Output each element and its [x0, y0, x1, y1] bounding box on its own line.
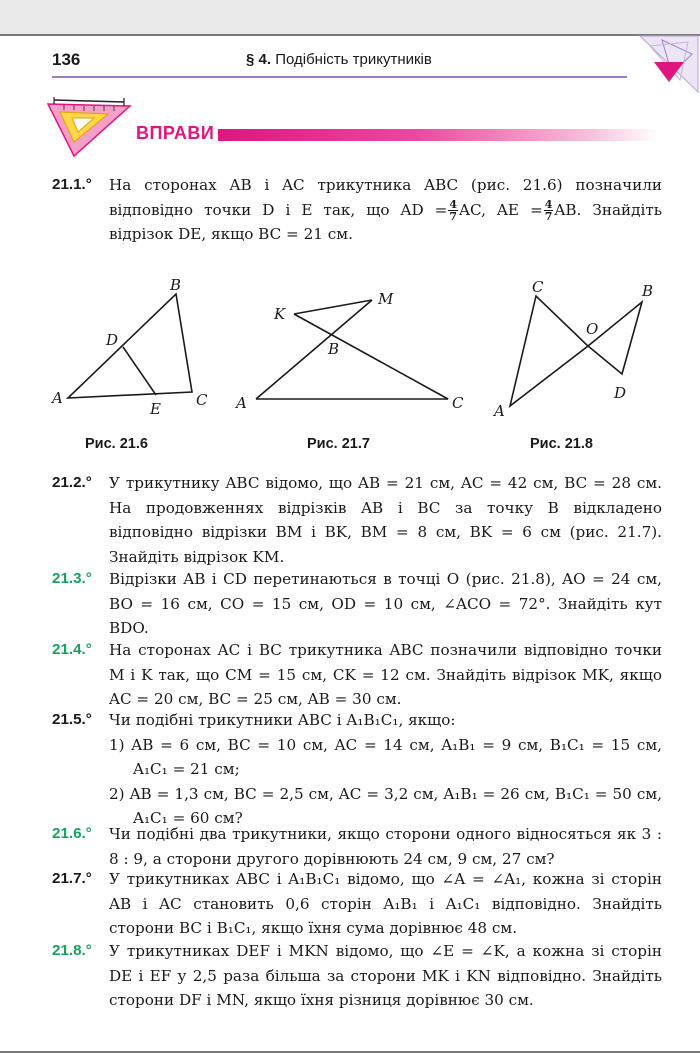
- figure-21-8: [488, 272, 668, 422]
- exercise-text: Чи подібні два трикутники, якщо сторони одного відносяться як 3 : 8 : 9, а сторони другого дорівнюють 24 см, 9 см, 27 см?: [109, 825, 662, 868]
- exercise-text-part: На сторонах AB і AC трикутника ABC (рис. 21.6) позначили відповідно точки D і E так, що AD =: [109, 176, 662, 219]
- fraction-numerator: 4: [449, 198, 458, 211]
- exercise-text: На сторонах AC і BC трикутника ABC позначили відповідно точки M і K так, що CM = 15 см, CK = 12 см. Знайдіть відрізок MK, якщо AC = 20 см, BC = 25 см, AB = 30 см.: [109, 641, 662, 708]
- exercise-21-4: [52, 638, 662, 712]
- label-O: O: [586, 320, 599, 338]
- page-header: [0, 50, 700, 78]
- fraction: [448, 199, 458, 222]
- fraction-denominator: 7: [449, 210, 458, 223]
- label-M: M: [378, 290, 394, 308]
- exercise-number: 21.6.°: [52, 825, 92, 842]
- page-number: 136: [52, 50, 81, 69]
- fraction: [544, 199, 554, 222]
- exercise-21-7: [52, 867, 662, 941]
- exercise-21-1: [52, 173, 662, 247]
- label-D: D: [106, 331, 119, 349]
- label-C: C: [452, 394, 464, 412]
- label-A: A: [494, 402, 505, 420]
- exercise-21-2: [52, 471, 662, 569]
- exercise-number: 21.4.°: [52, 641, 92, 658]
- label-A: A: [236, 394, 247, 412]
- exercise-item-1: 1) AB = 6 см, BC = 10 см, AC = 14 см, A₁B₁ = 9 см, B₁C₁ = 15 см, A₁C₁ = 21 см;: [109, 735, 662, 778]
- label-D: D: [614, 384, 627, 402]
- label-B: B: [170, 276, 182, 294]
- exercise-text: [109, 173, 662, 247]
- exercise-text: У трикутниках ABC і A₁B₁C₁ відомо, що ∠A = ∠A₁, кожна зі сторін AB і AC становить 0,6 сторін A₁B₁ і A₁C₁ відповідно. Знайдіть сторони BC і B₁C₁, якщо їхня сума дорівнює 48 см.: [109, 870, 662, 937]
- exercise-text-part: AB. Знайдіть відрізок DE, якщо BC = 21 см.: [109, 200, 663, 243]
- label-C: C: [196, 391, 208, 409]
- ruler-triangle-icon: [44, 96, 136, 160]
- exercise-number: 21.8.°: [52, 942, 92, 959]
- section-bar: [218, 129, 658, 141]
- fraction-numerator: 4: [544, 198, 553, 211]
- exercise-text: У трикутниках DEF і MKN відомо, що ∠E = ∠K, а кожна зі сторін DE і EF у 2,5 раза більша за сторони MK і KN відповідно. Знайдіть сторони DF і MN, якщо їхня різниця дорівнює 30 см.: [109, 942, 662, 1009]
- label-C: C: [532, 278, 544, 296]
- exercise-item-2: 2) AB = 1,3 см, BC = 2,5 см, AC = 3,2 см, A₁B₁ = 26 см, B₁C₁ = 50 см, A₁C₁ = 60 см?: [109, 784, 662, 827]
- exercise-21-5: [52, 708, 662, 831]
- exercise-21-3: [52, 567, 662, 641]
- figure-caption: Рис. 21.8: [530, 436, 593, 452]
- label-E: E: [150, 400, 161, 418]
- corner-triangles-icon: [610, 34, 700, 94]
- exercise-21-8: [52, 939, 662, 1013]
- chapter-name: Подібність трикутників: [275, 51, 432, 68]
- exercise-text: Відрізки AB і CD перетинаються в точці O (рис. 21.8), AO = 24 см, BO = 16 см, CO = 15 см, OD = 10 см, ∠ACO = 72°. Знайдіть кут BDO.: [109, 570, 662, 637]
- exercise-number: 21.7.°: [52, 870, 92, 887]
- exercise-text: [109, 708, 662, 831]
- chapter-title: [246, 51, 432, 68]
- label-B: B: [642, 282, 654, 300]
- exercise-number: 21.5.°: [52, 711, 92, 728]
- exercise-number: 21.2.°: [52, 474, 92, 491]
- label-K: K: [274, 305, 286, 323]
- figure-21-6: [44, 272, 234, 422]
- exercise-number: 21.1.°: [52, 176, 92, 193]
- figure-21-7: [234, 284, 474, 414]
- label-A: A: [52, 389, 63, 407]
- top-bar: [0, 0, 700, 36]
- figure-caption: Рис. 21.6: [85, 436, 148, 452]
- exercise-21-6: [52, 822, 662, 871]
- chapter-section: § 4.: [246, 51, 272, 68]
- fraction-denominator: 7: [544, 210, 553, 223]
- exercise-text: У трикутнику ABC відомо, що AB = 21 см, AC = 42 см, BC = 28 см. На продовженнях відрізків AB і BC за точку B відкладено відповідно відрізки BM і BK, BM = 8 см, BK = 6 см (рис. 21.7). Знайдіть відрізок KM.: [109, 474, 662, 566]
- header-line: [52, 76, 627, 78]
- exercise-question: Чи подібні трикутники ABC і A₁B₁C₁, якщо:: [109, 711, 456, 729]
- label-B: B: [328, 340, 340, 358]
- figure-caption: Рис. 21.7: [307, 436, 370, 452]
- exercise-number: 21.3.°: [52, 570, 92, 587]
- section-title: ВПРАВИ: [136, 123, 215, 143]
- bottom-line: [0, 1051, 700, 1053]
- exercise-text-part: AC, AE =: [459, 200, 543, 219]
